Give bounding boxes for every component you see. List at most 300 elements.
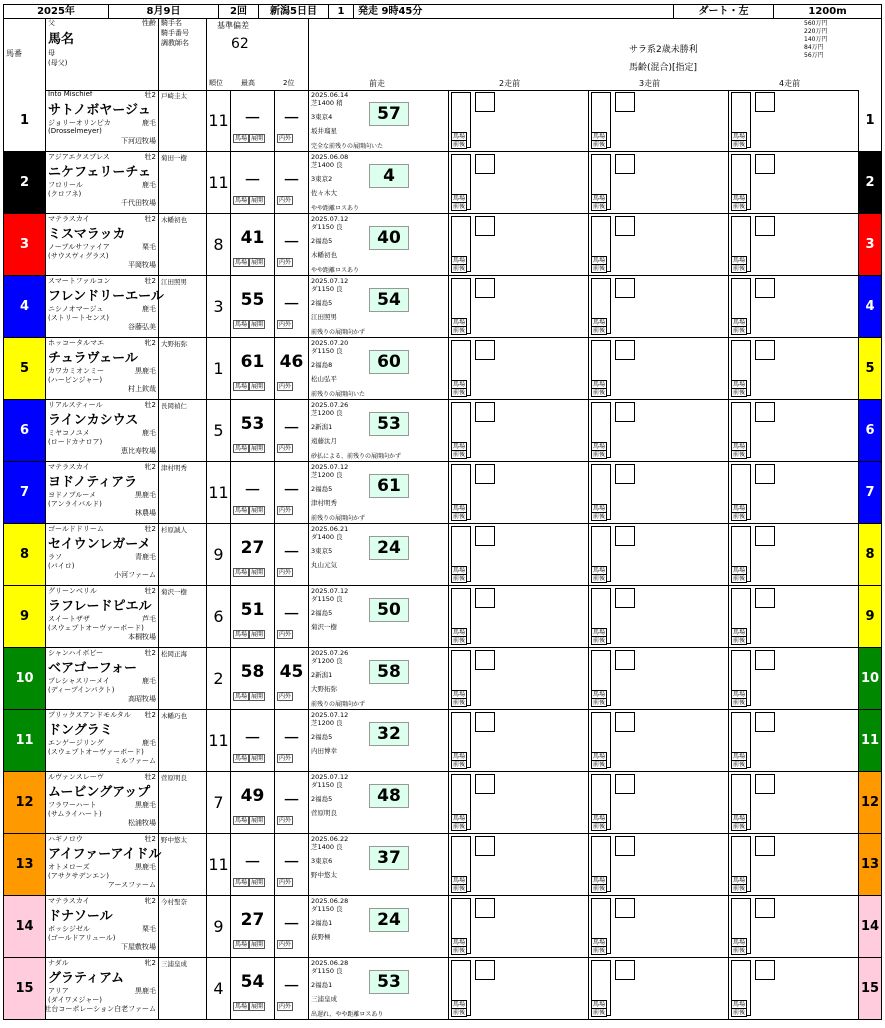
best-value: － xyxy=(244,481,261,501)
prev-race[interactable] xyxy=(309,834,449,895)
second-value: － xyxy=(283,853,300,873)
prev-race[interactable] xyxy=(309,400,449,461)
best-value: － xyxy=(244,853,261,873)
distance: 1200m xyxy=(808,6,847,17)
race-2-before: 馬場 前後 xyxy=(449,214,589,275)
second-value: － xyxy=(283,605,300,625)
horse-name[interactable]: ラフレードピエル xyxy=(48,599,152,614)
prev-jockey: 野中悠太 xyxy=(311,871,337,879)
race-3-before: 馬場 前後 xyxy=(589,338,729,399)
rank: 2 xyxy=(207,648,231,709)
base-value: 62 xyxy=(231,36,249,52)
breeder: アースファーム xyxy=(107,881,156,889)
horse-number: 7 xyxy=(4,462,46,523)
jockey-info xyxy=(159,710,207,771)
prev-place: 2福島1 xyxy=(311,981,333,989)
sex-age: 牡2 xyxy=(144,153,156,161)
prev-place: 3東京5 xyxy=(311,547,333,555)
horse-number-right: 10 xyxy=(858,648,881,709)
prev-date: 2025.07.26 xyxy=(311,401,349,409)
prev-jockey: 坂井瑠星 xyxy=(311,127,337,135)
second-value: － xyxy=(283,543,300,563)
dam-sire: (スウェプトオーヴァーボード) xyxy=(48,748,144,756)
jockey-name: 津村明秀 xyxy=(161,464,187,472)
table-row[interactable] xyxy=(4,90,881,152)
race-3-before: 馬場 前後 xyxy=(589,462,729,523)
horse-name[interactable]: ニケフェリーチェ xyxy=(48,165,151,180)
table-row[interactable] xyxy=(4,338,881,400)
prev-dist: ダ1150 良 xyxy=(311,781,343,789)
jockey-info xyxy=(159,338,207,399)
prev-place: 2新潟1 xyxy=(311,423,333,431)
coat-color: 鹿毛 xyxy=(142,119,156,127)
second-value: － xyxy=(283,295,300,315)
prev-race[interactable] xyxy=(309,958,449,1019)
horse-number-right: 15 xyxy=(858,958,881,1019)
jockey-info xyxy=(159,462,207,523)
prev-jockey: 内田博幸 xyxy=(311,747,337,755)
horse-number: 15 xyxy=(4,958,46,1019)
sex-age: 牝2 xyxy=(144,339,156,347)
best-score xyxy=(231,710,275,771)
horse-number: 13 xyxy=(4,834,46,895)
tag-group: 馬場 展開 xyxy=(235,755,264,762)
race-4-before: 馬場 前後 xyxy=(729,214,859,275)
horse-info xyxy=(46,958,159,1019)
best-value: 27 xyxy=(240,538,265,558)
horse-number-right: 6 xyxy=(858,400,881,461)
race-cond: 馬齢(混合)[指定] xyxy=(629,63,698,73)
horse-name[interactable]: アイファーアイドル xyxy=(48,847,162,862)
best-value: 41 xyxy=(240,228,265,248)
race-class: サラ系2歳未勝利 xyxy=(629,45,698,55)
prev-race[interactable] xyxy=(309,772,449,833)
dam: プレシャスリーメイ xyxy=(48,677,110,685)
dam-sire: (アサクサデンエン) xyxy=(48,872,110,880)
table-row[interactable] xyxy=(4,648,881,710)
horse-number: 14 xyxy=(4,896,46,957)
rank: 11 xyxy=(207,834,231,895)
tag-group: 内外 xyxy=(279,941,292,948)
horse-name[interactable]: ムービングアップ xyxy=(48,785,151,800)
prev-date: 2025.06.28 xyxy=(311,897,349,905)
tag-group: 内外 xyxy=(279,259,292,266)
rank: 1 xyxy=(207,338,231,399)
race-3-before: 馬場 前後 xyxy=(589,214,729,275)
prev-race[interactable] xyxy=(309,710,449,771)
race-3-before: 馬場 前後 xyxy=(589,90,729,151)
race-4-before: 馬場 前後 xyxy=(729,276,859,337)
horse-info xyxy=(46,710,159,771)
horse-info xyxy=(46,586,159,647)
horse-name[interactable]: グラティアム xyxy=(48,971,125,986)
race-2-before: 馬場 前後 xyxy=(449,90,589,151)
jockey-info xyxy=(159,276,207,337)
tag-group: 内外 xyxy=(279,693,292,700)
best-value: 58 xyxy=(240,662,265,682)
prev-date: 2025.06.22 xyxy=(311,835,349,843)
tag-group: 馬場 展開 xyxy=(235,259,264,266)
table-row[interactable] xyxy=(4,276,881,338)
horse-number: 6 xyxy=(4,400,46,461)
dam: ノーブルサファイア xyxy=(48,243,110,251)
breeder: 下河辺牧場 xyxy=(121,137,156,145)
best-value: － xyxy=(244,109,261,129)
dam-sire: (ディープインパクト) xyxy=(48,686,115,694)
horse-number-right: 5 xyxy=(858,338,881,399)
prev-jockey: 荻野極 xyxy=(311,933,331,941)
sex-age: 牝2 xyxy=(144,463,156,471)
race-4-before: 馬場 前後 xyxy=(729,648,859,709)
prev-date: 2025.07.12 xyxy=(311,711,349,719)
second-value: － xyxy=(283,233,300,253)
table-row[interactable] xyxy=(4,772,881,834)
second-score xyxy=(275,586,309,647)
horse-name[interactable]: ラインカシウス xyxy=(48,413,139,428)
course: ダート・左 xyxy=(674,5,774,18)
dam-sire: (ロードカナロア) xyxy=(48,438,103,446)
jockey-name: 菊沢一樹 xyxy=(161,588,187,596)
prev-place: 3東京4 xyxy=(311,113,333,121)
prev-race[interactable] xyxy=(309,338,449,399)
second-value: － xyxy=(283,419,300,439)
prev-race[interactable] xyxy=(309,276,449,337)
table-row[interactable] xyxy=(4,400,881,462)
second-score xyxy=(275,958,309,1019)
prev-dist: 芝1200 良 xyxy=(311,409,343,417)
horse-info xyxy=(46,648,159,709)
jockey-info xyxy=(159,214,207,275)
table-row[interactable] xyxy=(4,834,881,896)
prev-jockey: 三浦皇成 xyxy=(311,995,337,1003)
sex-age: 牡2 xyxy=(144,91,156,99)
breeder: 平岡牧場 xyxy=(128,261,156,269)
breeder: 松浦牧場 xyxy=(128,819,156,827)
sex-age: 牝2 xyxy=(144,959,156,967)
jockey-name: 長岡禎仁 xyxy=(161,402,187,410)
race-4-before: 馬場 前後 xyxy=(729,958,859,1019)
breeder: 下屋敷牧場 xyxy=(121,943,156,951)
sire: スマートファルコン xyxy=(48,277,111,285)
rank: 7 xyxy=(207,772,231,833)
dam-sire: (Drosselmeyer) xyxy=(48,127,102,135)
race-2-before: 馬場 前後 xyxy=(449,710,589,771)
prev-place: 2福島1 xyxy=(311,919,333,927)
tag-group: 馬場 展開 xyxy=(235,817,264,824)
race-number: 1 xyxy=(329,5,354,18)
sire: ホッコータルマエ xyxy=(48,339,104,347)
breeder: 千代田牧場 xyxy=(121,199,156,207)
horse-name[interactable]: セイウンレガーメ xyxy=(48,537,151,552)
horse-number-right: 2 xyxy=(858,152,881,213)
year: 2025年 xyxy=(4,5,109,18)
prev-place: 2新潟1 xyxy=(311,671,333,679)
prev-note: 出遅れ、やや距離ロスあり xyxy=(311,1011,384,1018)
jockey-info xyxy=(159,586,207,647)
horse-name[interactable]: チュラヴェール xyxy=(48,351,138,366)
prev-date: 2025.07.20 xyxy=(311,339,349,347)
prev-jockey: 佐々木大 xyxy=(311,189,337,197)
race-3-before: 馬場 前後 xyxy=(589,958,729,1019)
prev-dist: 芝1400 良 xyxy=(311,161,343,169)
prev-score: 37 xyxy=(369,846,409,870)
horse-number-right: 12 xyxy=(858,772,881,833)
best-score xyxy=(231,896,275,957)
horse-name[interactable]: サトノボヤージュ xyxy=(48,103,151,118)
dam: ニシノオマージュ xyxy=(48,305,104,313)
dam: ボッシジゼル xyxy=(48,925,90,933)
sex-age: 牡2 xyxy=(144,649,156,657)
tag-group: 馬場 展開 xyxy=(235,941,264,948)
prev-dist: ダ1200 良 xyxy=(311,657,343,665)
race-4-before: 馬場 前後 xyxy=(729,462,859,523)
table-row[interactable] xyxy=(4,586,881,648)
prev-date: 2025.06.08 xyxy=(311,153,349,161)
race-3-before: 馬場 前後 xyxy=(589,586,729,647)
horse-number: 2 xyxy=(4,152,46,213)
coat-color: 鹿毛 xyxy=(142,739,156,747)
prev-score: 24 xyxy=(369,536,409,560)
tag-group: 内外 xyxy=(279,569,292,576)
prev-score: 50 xyxy=(369,598,409,622)
sire: ナダル xyxy=(48,959,69,967)
second-value: － xyxy=(283,915,300,935)
horse-info xyxy=(46,524,159,585)
dam: ラソ xyxy=(48,553,62,561)
prev-note: 前残りの展開向かず xyxy=(311,701,366,708)
tag-group: 馬場 展開 xyxy=(235,135,264,142)
table-row[interactable] xyxy=(4,896,881,958)
horse-number: 11 xyxy=(4,710,46,771)
rank: 5 xyxy=(207,400,231,461)
best-score xyxy=(231,648,275,709)
prev-dist: ダ1150 良 xyxy=(311,285,343,293)
horse-number: 12 xyxy=(4,772,46,833)
coat-color: 黒鹿毛 xyxy=(135,491,156,499)
sex-age: 牡2 xyxy=(144,525,156,533)
date: 8月9日 xyxy=(109,5,219,18)
coat-color: 栗毛 xyxy=(142,243,156,251)
dam: ジョリーオリンピカ xyxy=(48,119,111,127)
race-4-before: 馬場 前後 xyxy=(729,338,859,399)
horse-info xyxy=(46,90,159,151)
second-score xyxy=(275,214,309,275)
prev-score: 40 xyxy=(369,226,409,250)
race-columns-header: サラ系2歳未勝利 馬齢(混合)[指定] 560万円 220万円 140万円 84万円 56万円 前走 2走前 3走前 4走前 xyxy=(369,20,828,88)
tag-group: 馬場 展開 xyxy=(235,569,264,576)
table-row[interactable] xyxy=(4,152,881,214)
dam-sire: (サムライハート) xyxy=(48,810,102,818)
jockey-name: 木幡巧也 xyxy=(161,712,187,720)
prev-race[interactable] xyxy=(309,896,449,957)
best-value: 49 xyxy=(240,786,265,806)
tag-group: 内外 xyxy=(279,383,292,390)
dam: ヨドノブルーメ xyxy=(48,491,96,499)
best-score xyxy=(231,400,275,461)
prev-dist: ダ1400 良 xyxy=(311,533,343,541)
breeder: 林農場 xyxy=(135,509,156,517)
best-score xyxy=(231,90,275,151)
horse-number-right: 11 xyxy=(858,710,881,771)
rank: 3 xyxy=(207,276,231,337)
jockey-info xyxy=(159,152,207,213)
tag-group: 馬場 展開 xyxy=(235,507,264,514)
prev-race[interactable] xyxy=(309,90,449,151)
sire: ハギノロウ xyxy=(48,835,83,843)
num-header: 馬番 xyxy=(4,18,46,90)
second-score xyxy=(275,648,309,709)
prev-dist: 芝1400 良 xyxy=(311,843,343,851)
sex-age: 牡2 xyxy=(144,277,156,285)
horse-name[interactable]: ドナソール xyxy=(48,909,113,924)
prev-place: 2福島5 xyxy=(311,237,333,245)
second-value: － xyxy=(283,729,300,749)
best-value: 27 xyxy=(240,910,265,930)
horse-number-right: 8 xyxy=(858,524,881,585)
prev-score: 54 xyxy=(369,288,409,312)
table-row[interactable] xyxy=(4,524,881,586)
tag-group: 馬場 展開 xyxy=(235,321,264,328)
round: 2回 xyxy=(219,5,259,18)
prev-jockey: 遠藤汰月 xyxy=(311,437,337,445)
prev-score: 53 xyxy=(369,412,409,436)
rank: 4 xyxy=(207,958,231,1019)
prev-place: 3東京2 xyxy=(311,175,333,183)
best-value: 55 xyxy=(240,290,265,310)
tag-group: 内外 xyxy=(279,445,292,452)
tag-group: 内外 xyxy=(279,1003,292,1010)
prev-jockey: 菅原明良 xyxy=(311,809,337,817)
horse-number: 9 xyxy=(4,586,46,647)
sex-age: 牡2 xyxy=(144,401,156,409)
horse-number: 8 xyxy=(4,524,46,585)
prev-date: 2025.07.12 xyxy=(311,463,349,471)
horse-info xyxy=(46,338,159,399)
horse-name[interactable]: ベアゴーフォー xyxy=(48,661,138,676)
prev-note: 砂払による、前残りの展開向かず xyxy=(311,453,402,460)
prev-race[interactable] xyxy=(309,214,449,275)
prev-score: 48 xyxy=(369,784,409,808)
column-header xyxy=(4,18,881,91)
coat-color: 黒鹿毛 xyxy=(135,863,156,871)
second-score xyxy=(275,338,309,399)
best-score xyxy=(231,834,275,895)
second-score xyxy=(275,834,309,895)
tag-group: 内外 xyxy=(279,631,292,638)
prev-dist: ダ1150 良 xyxy=(311,347,343,355)
prev-date: 2025.07.12 xyxy=(311,215,349,223)
horse-number-right: 1 xyxy=(858,90,881,151)
prev-jockey: 菊沢一樹 xyxy=(311,623,337,631)
prev-place: 3東京6 xyxy=(311,857,333,865)
prev-date: 2025.06.14 xyxy=(311,91,349,99)
tag-group: 内外 xyxy=(279,817,292,824)
prev-race[interactable] xyxy=(309,152,449,213)
dam: フラワーハート xyxy=(48,801,97,809)
dam: オトメローズ xyxy=(48,863,90,871)
race-3-before: 馬場 前後 xyxy=(589,772,729,833)
base-header: 基準偏差 62 順位 最高 2位 xyxy=(207,18,309,90)
prev-place: 2福島5 xyxy=(311,609,333,617)
jockey-info xyxy=(159,834,207,895)
race-4-before: 馬場 前後 xyxy=(729,772,859,833)
prev-race[interactable] xyxy=(309,462,449,523)
prev-date: 2025.07.12 xyxy=(311,773,349,781)
dam-sire: (アンライバルド) xyxy=(48,500,102,508)
jockey-name: 杉原誠人 xyxy=(161,526,187,534)
second-score xyxy=(275,896,309,957)
jockey-name: 三浦皇成 xyxy=(161,960,187,968)
horse-name[interactable]: ミスマラッカ xyxy=(48,227,126,242)
breeder: ミルファーム xyxy=(114,757,156,765)
tag-group: 馬場 展開 xyxy=(235,693,264,700)
race-2-before: 馬場 前後 xyxy=(449,462,589,523)
tag-group: 内外 xyxy=(279,321,292,328)
best-value: － xyxy=(244,171,261,191)
table-row[interactable] xyxy=(4,214,881,276)
horse-name[interactable]: ヨドノティアラ xyxy=(48,475,138,490)
race-2-before: 馬場 前後 xyxy=(449,586,589,647)
table-row[interactable] xyxy=(4,958,881,1020)
prev-jockey: 丸山元気 xyxy=(311,561,337,569)
dam-sire: (サウスヴィグラス) xyxy=(48,252,109,260)
horse-name[interactable]: フレンドリーエール xyxy=(48,289,164,304)
table-row[interactable] xyxy=(4,462,881,524)
race-2-before: 馬場 前後 xyxy=(449,772,589,833)
second-score xyxy=(275,90,309,151)
breeder: 本桐牧場 xyxy=(128,633,156,641)
prev-note: やや距離ロスあり xyxy=(311,205,360,212)
prev-score: 61 xyxy=(369,474,409,498)
jockey-name: 木幡初也 xyxy=(161,216,187,224)
race-header xyxy=(4,5,881,19)
race-4-before: 馬場 前後 xyxy=(729,152,859,213)
dam: ミヤコノユメ xyxy=(48,429,90,437)
horse-number-right: 9 xyxy=(858,586,881,647)
jockey-name: 今村聖奈 xyxy=(161,898,187,906)
race-2-before: 馬場 前後 xyxy=(449,524,589,585)
horse-info xyxy=(46,462,159,523)
horse-info xyxy=(46,896,159,957)
meeting: 新潟5日目 xyxy=(259,5,329,18)
horse-number: 3 xyxy=(4,214,46,275)
prev-race[interactable] xyxy=(309,586,449,647)
horse-info xyxy=(46,214,159,275)
prev-note: 前残りの展開向いた xyxy=(311,391,366,398)
prev-dist: ダ1150 良 xyxy=(311,967,343,975)
tag-group: 内外 xyxy=(279,135,292,142)
sire: アジアエクスプレス xyxy=(48,153,110,161)
tag-group: 馬場 展開 xyxy=(235,1003,264,1010)
horse-number: 10 xyxy=(4,648,46,709)
race-3-before: 馬場 前後 xyxy=(589,834,729,895)
horse-name[interactable]: ドングラミ xyxy=(48,723,113,738)
coat-color: 黒鹿毛 xyxy=(135,987,156,995)
prev-race[interactable] xyxy=(309,648,449,709)
sire: リアルスティール xyxy=(48,401,103,409)
jockey-name: 菅原明良 xyxy=(161,774,187,782)
second-value: 46 xyxy=(279,352,304,372)
jockey-info xyxy=(159,90,207,151)
rank: 11 xyxy=(207,462,231,523)
coat-color: 芦毛 xyxy=(142,615,156,623)
prev-race[interactable] xyxy=(309,524,449,585)
table-row[interactable] xyxy=(4,710,881,772)
prev-place: 2福島5 xyxy=(311,485,333,493)
race-2-before: 馬場 前後 xyxy=(449,152,589,213)
race-4-before: 馬場 前後 xyxy=(729,834,859,895)
dam-sire: (ストリートセンス) xyxy=(48,314,110,322)
